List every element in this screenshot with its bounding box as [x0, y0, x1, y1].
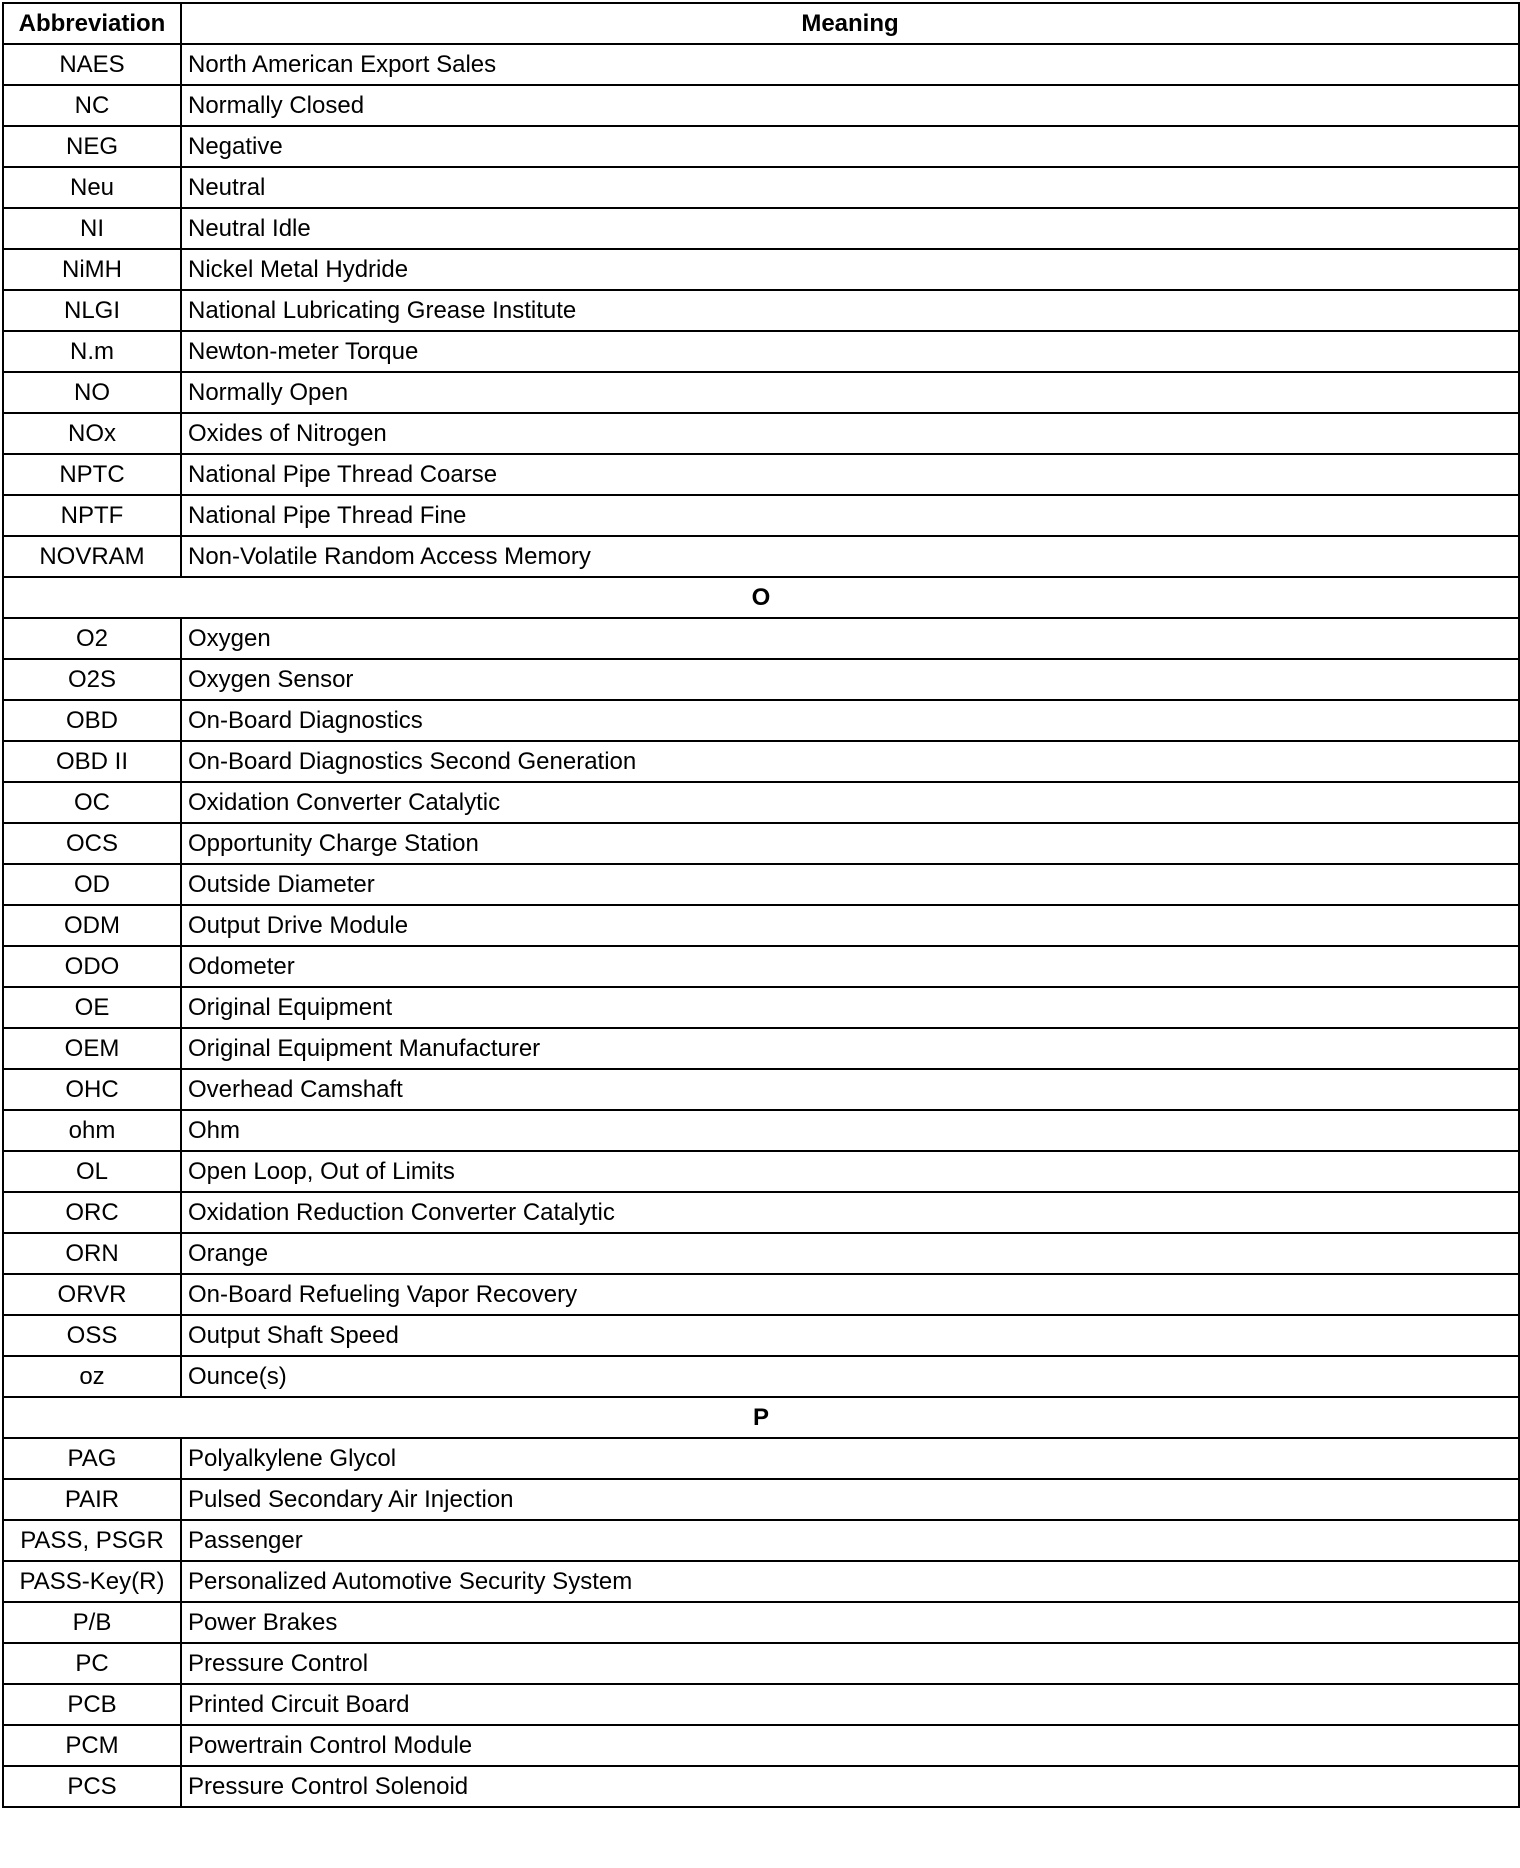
table-row	[3, 85, 1519, 126]
table-row	[3, 700, 1519, 741]
table-row	[3, 1192, 1519, 1233]
meaning-cell: Neutral Idle	[181, 208, 1519, 249]
table-row	[3, 44, 1519, 85]
abbreviation-cell: O2S	[3, 659, 181, 700]
table-row	[3, 1356, 1519, 1397]
table-row	[3, 290, 1519, 331]
meaning-cell: Output Drive Module	[181, 905, 1519, 946]
table-row	[3, 1028, 1519, 1069]
table-row	[3, 536, 1519, 577]
meaning-cell: Oxides of Nitrogen	[181, 413, 1519, 454]
abbreviation-cell: NOVRAM	[3, 536, 181, 577]
meaning-cell: Output Shaft Speed	[181, 1315, 1519, 1356]
abbreviation-cell: NiMH	[3, 249, 181, 290]
table-row	[3, 905, 1519, 946]
meaning-cell: Normally Closed	[181, 85, 1519, 126]
abbreviation-cell: P/B	[3, 1602, 181, 1643]
table-row	[3, 454, 1519, 495]
meaning-cell: Neutral	[181, 167, 1519, 208]
meaning-cell: Personalized Automotive Security System	[181, 1561, 1519, 1602]
abbreviation-cell: NLGI	[3, 290, 181, 331]
meaning-cell: Open Loop, Out of Limits	[181, 1151, 1519, 1192]
abbreviation-cell: NAES	[3, 44, 181, 85]
abbreviation-cell: N.m	[3, 331, 181, 372]
meaning-cell: National Pipe Thread Fine	[181, 495, 1519, 536]
meaning-cell: National Lubricating Grease Institute	[181, 290, 1519, 331]
table-row	[3, 1520, 1519, 1561]
abbreviation-cell: O2	[3, 618, 181, 659]
meaning-cell: Original Equipment	[181, 987, 1519, 1028]
abbreviation-cell: PC	[3, 1643, 181, 1684]
section-letter: O	[3, 577, 1519, 618]
abbreviation-cell: NOx	[3, 413, 181, 454]
meaning-cell: Pressure Control Solenoid	[181, 1766, 1519, 1807]
meaning-cell: Nickel Metal Hydride	[181, 249, 1519, 290]
meaning-cell: Newton-meter Torque	[181, 331, 1519, 372]
table-row	[3, 1069, 1519, 1110]
meaning-cell: Oxygen Sensor	[181, 659, 1519, 700]
table-row	[3, 1438, 1519, 1479]
abbreviation-cell: PCB	[3, 1684, 181, 1725]
abbreviation-cell: ORVR	[3, 1274, 181, 1315]
abbreviation-cell: NPTF	[3, 495, 181, 536]
meaning-cell: Ounce(s)	[181, 1356, 1519, 1397]
section-row	[3, 577, 1519, 618]
table-row	[3, 413, 1519, 454]
table-row	[3, 1766, 1519, 1807]
abbreviation-cell: ORN	[3, 1233, 181, 1274]
meaning-cell: Negative	[181, 126, 1519, 167]
abbreviation-cell: PCM	[3, 1725, 181, 1766]
abbreviation-cell: OEM	[3, 1028, 181, 1069]
abbreviation-cell: OHC	[3, 1069, 181, 1110]
abbreviation-cell: NPTC	[3, 454, 181, 495]
abbreviation-cell: oz	[3, 1356, 181, 1397]
abbreviation-cell: PASS-Key(R)	[3, 1561, 181, 1602]
meaning-cell: Polyalkylene Glycol	[181, 1438, 1519, 1479]
meaning-cell: Oxidation Converter Catalytic	[181, 782, 1519, 823]
table-row	[3, 1479, 1519, 1520]
abbreviation-cell: PAIR	[3, 1479, 181, 1520]
meaning-cell: National Pipe Thread Coarse	[181, 454, 1519, 495]
table-row	[3, 1315, 1519, 1356]
table-row	[3, 1725, 1519, 1766]
meaning-cell: Non-Volatile Random Access Memory	[181, 536, 1519, 577]
section-row	[3, 1397, 1519, 1438]
abbreviation-cell: NI	[3, 208, 181, 249]
table-row	[3, 741, 1519, 782]
abbreviation-cell: NC	[3, 85, 181, 126]
abbreviation-table-container	[2, 2, 1518, 1808]
meaning-cell: Powertrain Control Module	[181, 1725, 1519, 1766]
abbreviation-cell: OL	[3, 1151, 181, 1192]
meaning-cell: On-Board Diagnostics Second Generation	[181, 741, 1519, 782]
table-row	[3, 372, 1519, 413]
section-letter: P	[3, 1397, 1519, 1438]
meaning-cell: Pressure Control	[181, 1643, 1519, 1684]
meaning-cell: Pulsed Secondary Air Injection	[181, 1479, 1519, 1520]
meaning-cell: Passenger	[181, 1520, 1519, 1561]
table-row	[3, 1274, 1519, 1315]
table-row	[3, 167, 1519, 208]
abbreviation-cell: OBD II	[3, 741, 181, 782]
table-row	[3, 1684, 1519, 1725]
abbreviation-cell: PCS	[3, 1766, 181, 1807]
header-meaning: Meaning	[181, 3, 1519, 44]
meaning-cell: Odometer	[181, 946, 1519, 987]
abbreviation-cell: OC	[3, 782, 181, 823]
meaning-cell: Orange	[181, 1233, 1519, 1274]
abbreviation-cell: ORC	[3, 1192, 181, 1233]
table-row	[3, 782, 1519, 823]
meaning-cell: Power Brakes	[181, 1602, 1519, 1643]
abbreviation-cell: Neu	[3, 167, 181, 208]
meaning-cell: On-Board Diagnostics	[181, 700, 1519, 741]
meaning-cell: Overhead Camshaft	[181, 1069, 1519, 1110]
abbreviation-cell: OBD	[3, 700, 181, 741]
table-row	[3, 1233, 1519, 1274]
abbreviation-cell: PAG	[3, 1438, 181, 1479]
table-row	[3, 1151, 1519, 1192]
table-row	[3, 331, 1519, 372]
meaning-cell: Original Equipment Manufacturer	[181, 1028, 1519, 1069]
abbreviation-cell: PASS, PSGR	[3, 1520, 181, 1561]
header-abbreviation: Abbreviation	[3, 3, 181, 44]
abbreviation-cell: ODO	[3, 946, 181, 987]
meaning-cell: Oxygen	[181, 618, 1519, 659]
abbreviation-cell: OSS	[3, 1315, 181, 1356]
table-row	[3, 208, 1519, 249]
table-row	[3, 946, 1519, 987]
table-row	[3, 659, 1519, 700]
table-row	[3, 1602, 1519, 1643]
table-row	[3, 864, 1519, 905]
meaning-cell: Printed Circuit Board	[181, 1684, 1519, 1725]
table-row	[3, 249, 1519, 290]
table-row	[3, 1110, 1519, 1151]
meaning-cell: On-Board Refueling Vapor Recovery	[181, 1274, 1519, 1315]
abbreviation-cell: ODM	[3, 905, 181, 946]
table-row	[3, 618, 1519, 659]
abbreviation-cell: ohm	[3, 1110, 181, 1151]
meaning-cell: Normally Open	[181, 372, 1519, 413]
meaning-cell: Oxidation Reduction Converter Catalytic	[181, 1192, 1519, 1233]
abbreviation-table	[2, 2, 1520, 1808]
meaning-cell: North American Export Sales	[181, 44, 1519, 85]
table-row	[3, 1643, 1519, 1684]
table-row	[3, 1561, 1519, 1602]
abbreviation-cell: OD	[3, 864, 181, 905]
table-row	[3, 495, 1519, 536]
abbreviation-cell: NEG	[3, 126, 181, 167]
abbreviation-cell: NO	[3, 372, 181, 413]
meaning-cell: Ohm	[181, 1110, 1519, 1151]
meaning-cell: Opportunity Charge Station	[181, 823, 1519, 864]
table-row	[3, 126, 1519, 167]
abbreviation-cell: OE	[3, 987, 181, 1028]
table-row	[3, 823, 1519, 864]
abbreviation-cell: OCS	[3, 823, 181, 864]
table-body	[3, 44, 1519, 1807]
table-header-row	[3, 3, 1519, 44]
table-row	[3, 987, 1519, 1028]
meaning-cell: Outside Diameter	[181, 864, 1519, 905]
